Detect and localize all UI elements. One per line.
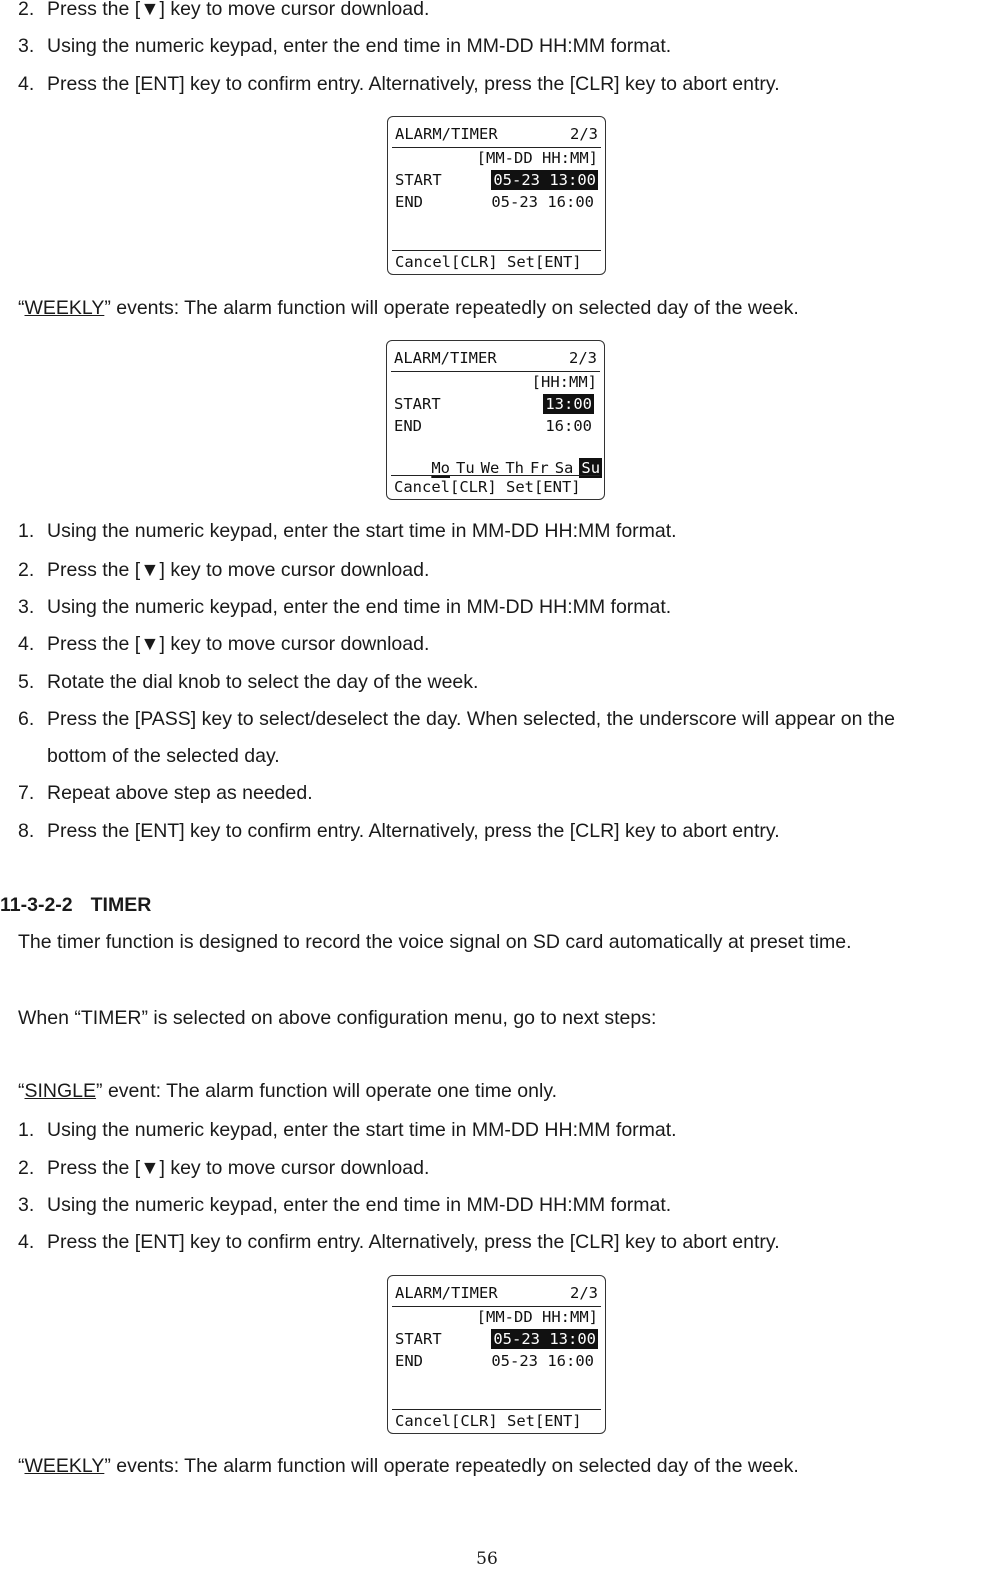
lcd-title-row: ALARM/TIMER 2/3: [395, 1284, 598, 1302]
lcd-title-row: ALARM/TIMER 2/3: [395, 125, 598, 143]
page-number: 56: [476, 1549, 498, 1569]
timer-when: When “TIMER” is selected on above configuration menu, go to next steps:: [18, 1007, 657, 1029]
step-b-6-continued: bottom of the selected day.: [47, 745, 280, 767]
step-c-4: 4. Press the [ENT] key to confirm entry. Alternatively, press the [CLR] key to abort entry.: [18, 1231, 780, 1253]
step-b-5: 5. Rotate the dial knob to select the day of the week.: [18, 671, 479, 693]
lcd-rule: [391, 475, 600, 476]
lcd-start-row: START 05-23 13:00: [395, 171, 596, 189]
weekly-events-b: “WEEKLY” events: The alarm function will operate repeatedly on selected day of the week.: [18, 1455, 799, 1477]
section-heading: 11-3-2-2 TIMER: [0, 894, 152, 916]
day-we: We: [480, 459, 500, 477]
step-a-3: 3. Using the numeric keypad, enter the end time in MM-DD HH:MM format.: [18, 35, 672, 57]
lcd-format-row: [HH:MM]: [531, 373, 597, 391]
lcd-footer: Cancel[CLR] Set[ENT]: [395, 253, 582, 271]
day-sa: Sa: [554, 459, 574, 477]
step-c-3: 3. Using the numeric keypad, enter the end time in MM-DD HH:MM format.: [18, 1194, 672, 1216]
step-b-3: 3. Using the numeric keypad, enter the end time in MM-DD HH:MM format.: [18, 596, 672, 618]
lcd-days-row: [394, 438, 601, 477]
lcd-screen-single-1: [387, 116, 606, 275]
lcd-rule: [392, 250, 601, 251]
lcd-format-row: [MM-DD HH:MM]: [476, 149, 598, 167]
timer-intro: The timer function is designed to record the voice signal on SD card automatically at preset time.: [18, 931, 852, 953]
lcd-end-row: END 16:00: [394, 417, 592, 435]
step-c-1: 1. Using the numeric keypad, enter the start time in MM-DD HH:MM format.: [18, 1119, 677, 1141]
single-event: “SINGLE” event: The alarm function will operate one time only.: [18, 1080, 558, 1102]
lcd-format-row: [MM-DD HH:MM]: [476, 1308, 598, 1326]
day-su: Su: [581, 459, 601, 477]
step-a-4: 4. Press the [ENT] key to confirm entry. Alternatively, press the [CLR] key to abort entry.: [18, 73, 780, 95]
lcd-title-row: ALARM/TIMER 2/3: [394, 349, 597, 367]
lcd-start-row: START 13:00: [394, 395, 592, 413]
lcd-end-row: END 05-23 16:00: [395, 193, 594, 211]
day-tu: Tu: [456, 459, 475, 477]
lcd-footer: Cancel[CLR] Set[ENT]: [394, 478, 581, 496]
step-b-1: 1. Using the numeric keypad, enter the start time in MM-DD HH:MM format.: [18, 520, 677, 542]
step-c-2: 2. Press the [▼] key to move cursor download.: [18, 1157, 430, 1179]
step-b-6: 6. Press the [PASS] key to select/deselect the day. When selected, the underscore will appear on the: [18, 708, 895, 730]
step-a-2: 2. Press the [▼] key to move cursor download.: [18, 0, 430, 20]
step-b-8: 8. Press the [ENT] key to confirm entry. Alternatively, press the [CLR] key to abort entry.: [18, 820, 780, 842]
step-b-7: 7. Repeat above step as needed.: [18, 782, 313, 804]
day-th: Th: [505, 459, 525, 477]
lcd-end-row: END 05-23 16:00: [395, 1352, 594, 1370]
lcd-footer: Cancel[CLR] Set[ENT]: [395, 1412, 582, 1430]
lcd-rule: [392, 1409, 601, 1410]
lcd-screen-weekly: [386, 340, 605, 500]
step-b-4: 4. Press the [▼] key to move cursor download.: [18, 633, 430, 655]
lcd-start-row: START 05-23 13:00: [395, 1330, 596, 1348]
weekly-events-a: “WEEKLY” events: The alarm function will operate repeatedly on selected day of the week.: [18, 297, 799, 319]
day-fr: Fr: [530, 459, 549, 477]
lcd-screen-single-2: [387, 1275, 606, 1434]
day-mo: Mo: [431, 459, 450, 477]
step-b-2: 2. Press the [▼] key to move cursor download.: [18, 559, 430, 581]
